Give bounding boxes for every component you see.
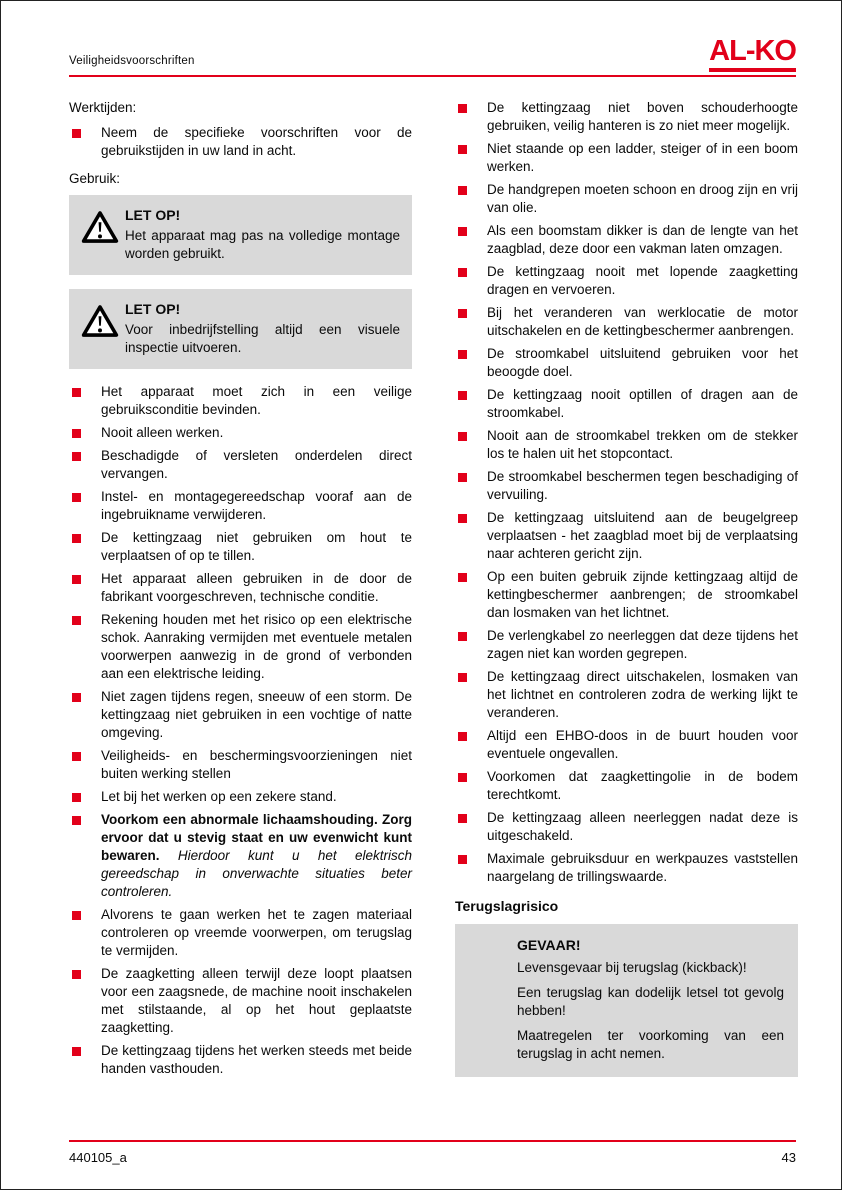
bullet-square-icon [458, 350, 467, 359]
bullet-item [69, 611, 412, 683]
bullet-item [69, 688, 412, 742]
bullet-item [69, 906, 412, 960]
bullet-item [69, 747, 412, 783]
warning-text: Het apparaat mag pas na volledige montage worden gebruikt. [125, 228, 400, 261]
bullet-text: De stroomkabel uitsluitend gebruiken voor het beoogde doel. [487, 346, 798, 379]
bullet-item [69, 424, 412, 442]
bullet-text: Nooit alleen werken. [101, 425, 224, 440]
bullet-square-icon [72, 388, 81, 397]
bullet-item [455, 386, 798, 422]
bullet-text: Instel- en montagegereedschap vooraf aan de ingebruikname verwijderen. [101, 489, 412, 522]
bullet-item [455, 627, 798, 663]
doc-code: 440105_a [69, 1150, 127, 1165]
bullet-text: De kettingzaag nooit met lopende zaagketting dragen en vervoeren. [487, 264, 798, 297]
bullet-square-icon [458, 773, 467, 782]
bullet-square-icon [458, 432, 467, 441]
warning-box-inspection [69, 289, 412, 369]
bullet-square-icon [72, 452, 81, 461]
bullet-text: Let bij het werken op een zekere stand. [101, 789, 337, 804]
bullet-text: De kettingzaag niet boven schouderhoogte gebruiken, veilig hanteren is zo niet meer mogelijk. [487, 100, 798, 133]
bullet-text: De kettingzaag alleen neerleggen nadat deze is uitgeschakeld. [487, 810, 798, 843]
bullet-text: Voorkomen dat zaagkettingolie in de bodem terechtkomt. [487, 769, 798, 802]
bullet-item [455, 263, 798, 299]
bullet-square-icon [458, 855, 467, 864]
bullet-text: Het apparaat moet zich in een veilige gebruiksconditie bevinden. [101, 384, 412, 417]
bullet-text: Beschadigde of versleten onderdelen direct vervangen. [101, 448, 412, 481]
danger-title: GEVAAR! [517, 937, 581, 953]
bullet-square-icon [72, 534, 81, 543]
bullet-square-icon [72, 575, 81, 584]
bullet-square-icon [458, 309, 467, 318]
bullet-text: Niet zagen tijdens regen, sneeuw of een storm. De kettingzaag niet gebruiken in een vochtige of natte omgeving. [101, 689, 412, 740]
danger-paragraph: Maatregelen ter voorkoming van een terugslag in acht nemen. [517, 1028, 784, 1061]
bullet-text: De handgrepen moeten schoon en droog zijn en vrij van olie. [487, 182, 798, 215]
bullet-square-icon [72, 129, 81, 138]
bullet-text: Nooit aan de stroomkabel trekken om de stekker los te halen uit het stopcontact. [487, 428, 798, 461]
bullet-item [455, 427, 798, 463]
bullet-text: De zaagketting alleen terwijl deze loopt plaatsen voor een zaagsnede, de machine nooit inschakelen met stilstaande, al op het hout geplaatste zaagketting. [101, 966, 412, 1035]
bullet-item [69, 965, 412, 1037]
bullet-square-icon [72, 1047, 81, 1056]
warning-box-body [125, 300, 400, 357]
bullet-text: De kettingzaag tijdens het werken steeds met beide handen vasthouden. [101, 1043, 412, 1076]
bullet-item [455, 140, 798, 176]
kickback-heading: Terugslagrisico [455, 898, 559, 914]
danger-box [455, 924, 798, 1077]
bullet-square-icon [458, 473, 467, 482]
bullet-text: Altijd een EHBO-doos in de buurt houden voor eventuele ongevallen. [487, 728, 798, 761]
bullet-square-icon [458, 732, 467, 741]
right-column [455, 99, 798, 1088]
bullet-square-icon [72, 816, 81, 825]
bullet-item [69, 529, 412, 565]
warning-triangle-icon [81, 206, 125, 249]
bullet-square-icon [458, 227, 467, 236]
warning-box-body [125, 206, 400, 263]
bullet-square-icon [458, 514, 467, 523]
bullet-square-icon [458, 104, 467, 113]
page-footer [69, 1140, 796, 1165]
bullet-item [455, 850, 798, 886]
bullet-text: Het apparaat alleen gebruiken in de door de fabrikant voorgeschreven, technische conditie. [101, 571, 412, 604]
bullet-square-icon [458, 186, 467, 195]
bullet-text: Veiligheids- en beschermingsvoorzieningen niet buiten werking stellen [101, 748, 412, 781]
bullet-item [69, 811, 412, 901]
bullet-square-icon [72, 693, 81, 702]
bullet-item [455, 768, 798, 804]
bullet-item [455, 727, 798, 763]
bullet-item [69, 1042, 412, 1078]
warning-triangle-icon [81, 300, 125, 343]
bullet-square-icon [458, 268, 467, 277]
safety-list-left [69, 383, 412, 1078]
bullet-text: De kettingzaag direct uitschakelen, losmaken van het lichtnet en controleren zodra de werking lijkt te veranderen. [487, 669, 798, 720]
bullet-item [455, 668, 798, 722]
bullet-text: De kettingzaag nooit optillen of dragen aan de stroomkabel. [487, 387, 798, 420]
page-header [69, 37, 796, 77]
danger-paragraph: Levensgevaar bij terugslag (kickback)! [517, 960, 747, 975]
bullet-text: Neem de specifieke voorschriften voor de gebruikstijden in uw land in acht. [101, 125, 412, 158]
bullet-item [455, 99, 798, 135]
danger-paragraphs [517, 959, 784, 1063]
bullet-square-icon [72, 911, 81, 920]
bullet-square-icon [458, 632, 467, 641]
bullet-item [69, 570, 412, 606]
bullet-item [455, 468, 798, 504]
warning-title: LET OP! [125, 207, 181, 223]
bullet-square-icon [72, 616, 81, 625]
content-columns [69, 99, 796, 1088]
safety-list-right [455, 99, 798, 886]
bullet-text: Maximale gebruiksduur en werkpauzes vaststellen naargelang de trillingswaarde. [487, 851, 798, 884]
bullet-square-icon [458, 814, 467, 823]
section-title: Veiligheidsvoorschriften [69, 55, 195, 67]
bullet-item [69, 124, 412, 160]
bullet-text: Als een boomstam dikker is dan de lengte van het zaagblad, deze door een vakman laten omzagen. [487, 223, 798, 256]
bullet-text: Voorkom een abnormale lichaamshouding. Zorg ervoor dat u stevig staat en uw evenwicht kunt bewaren. Hierdoor kunt u het elektrisch gereedschap in onverwachte situaties beter controleren. [101, 812, 412, 899]
worktimes-label: Werktijden: [69, 100, 137, 115]
bullet-item [69, 488, 412, 524]
bullet-text: De verlengkabel zo neerleggen dat deze tijdens het zagen niet kan worden gegrepen. [487, 628, 798, 661]
warning-box-montage [69, 195, 412, 275]
bullet-square-icon [72, 493, 81, 502]
bullet-text: Bij het veranderen van werklocatie de motor uitschakelen en de kettingbeschermer aanbrengen. [487, 305, 798, 338]
bullet-item [455, 181, 798, 217]
worktimes-list [69, 124, 412, 160]
bullet-square-icon [72, 429, 81, 438]
bullet-square-icon [72, 752, 81, 761]
bullet-item [455, 568, 798, 622]
bullet-text: De stroomkabel beschermen tegen beschadiging of vervuiling. [487, 469, 798, 502]
alko-logo: AL-KO [709, 37, 796, 72]
bullet-square-icon [72, 793, 81, 802]
bullet-item [69, 447, 412, 483]
bullet-item [69, 383, 412, 419]
bullet-item [455, 345, 798, 381]
bullet-text: De kettingzaag niet gebruiken om hout te verplaatsen of op te tillen. [101, 530, 412, 563]
bullet-square-icon [72, 970, 81, 979]
bullet-text: Alvorens te gaan werken het te zagen materiaal controleren op vreemde voorwerpen, om terugslag te vermijden. [101, 907, 412, 958]
warning-title: LET OP! [125, 301, 181, 317]
bullet-text: De kettingzaag uitsluitend aan de beugelgreep verplaatsen - het zaagblad moet bij de verplaatsing naar achteren gericht zijn. [487, 510, 798, 561]
danger-paragraph: Een terugslag kan dodelijk letsel tot gevolg hebben! [517, 985, 784, 1018]
warning-text: Voor inbedrijfstelling altijd een visuele inspectie uitvoeren. [125, 322, 400, 355]
bullet-item [455, 304, 798, 340]
bullet-text: Op een buiten gebruik zijnde kettingzaag altijd de kettingbeschermer aanbrengen; de stroomkabel dan losmaken van het lichtnet. [487, 569, 798, 620]
bullet-square-icon [458, 145, 467, 154]
bullet-item [455, 222, 798, 258]
left-column [69, 99, 412, 1088]
use-label: Gebruik: [69, 171, 121, 186]
bullet-text: Niet staande op een ladder, steiger of in een boom werken. [487, 141, 798, 174]
bullet-square-icon [458, 673, 467, 682]
bullet-item [455, 509, 798, 563]
page-number: 43 [781, 1150, 796, 1165]
bullet-item [455, 809, 798, 845]
bullet-square-icon [458, 573, 467, 582]
bullet-item [69, 788, 412, 806]
bullet-text: Rekening houden met het risico op een elektrische schok. Aanraking vermijden met eventuele metalen voorwerpen aanwezig in de grond of verbonden aan een elektrische leiding. [101, 612, 412, 681]
bullet-square-icon [458, 391, 467, 400]
